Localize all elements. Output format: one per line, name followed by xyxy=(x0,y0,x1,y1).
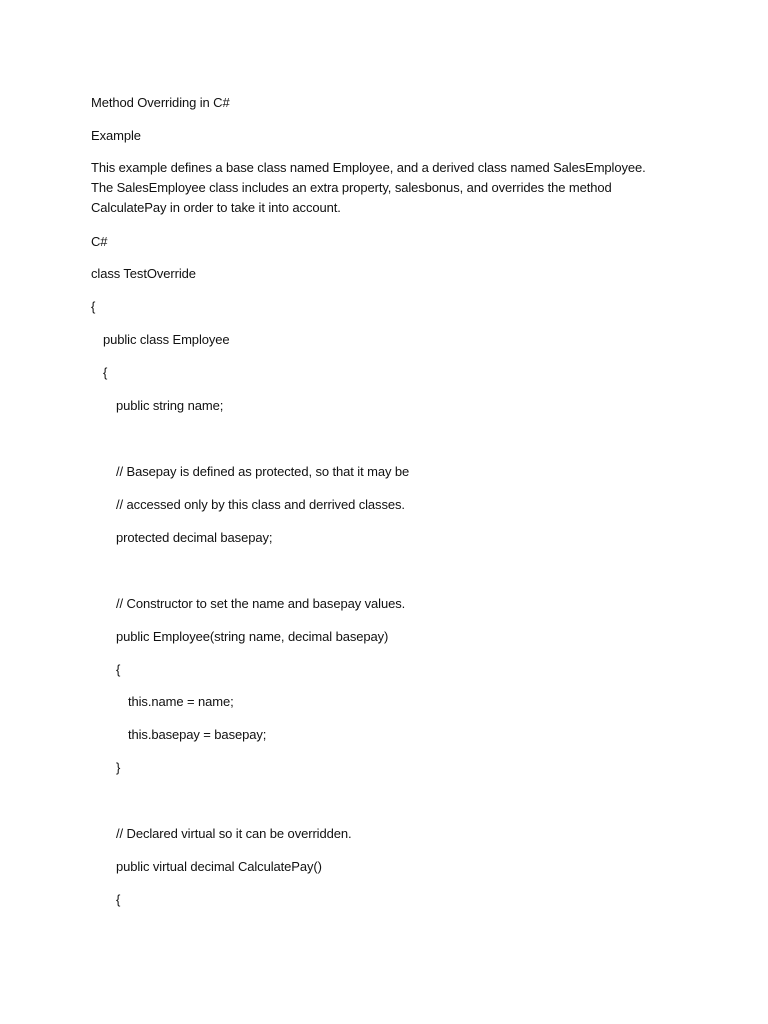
code-line: public class Employee xyxy=(103,332,230,347)
document-title: Method Overriding in C# xyxy=(91,95,230,110)
code-line: // Basepay is defined as protected, so that it may be xyxy=(116,464,410,479)
code-line: // accessed only by this class and derrived classes. xyxy=(116,497,405,512)
code-line: public virtual decimal CalculatePay() xyxy=(116,859,322,874)
example-heading: Example xyxy=(91,128,141,143)
code-line: class TestOverride xyxy=(91,266,196,281)
code-line: } xyxy=(116,760,121,775)
code-line: { xyxy=(116,892,121,907)
description-paragraph: This example defines a base class named Employee, and a derived class named SalesEmployee. The SalesEmployee class includes an extra property, salesbonus, and overrides the method CalculatePay in order to take it into account. xyxy=(91,160,646,215)
code-line: // Constructor to set the name and basepay values. xyxy=(116,596,406,611)
code-line: { xyxy=(91,299,96,314)
code-line: // Declared virtual so it can be overridden. xyxy=(116,826,352,841)
code-line: { xyxy=(116,662,121,677)
code-line: protected decimal basepay; xyxy=(116,530,273,545)
code-line: this.basepay = basepay; xyxy=(128,727,267,742)
language-label: C# xyxy=(91,234,108,249)
code-line: this.name = name; xyxy=(128,694,234,709)
code-line: { xyxy=(103,365,108,380)
code-line: public string name; xyxy=(116,398,224,413)
code-line: public Employee(string name, decimal basepay) xyxy=(116,629,389,644)
